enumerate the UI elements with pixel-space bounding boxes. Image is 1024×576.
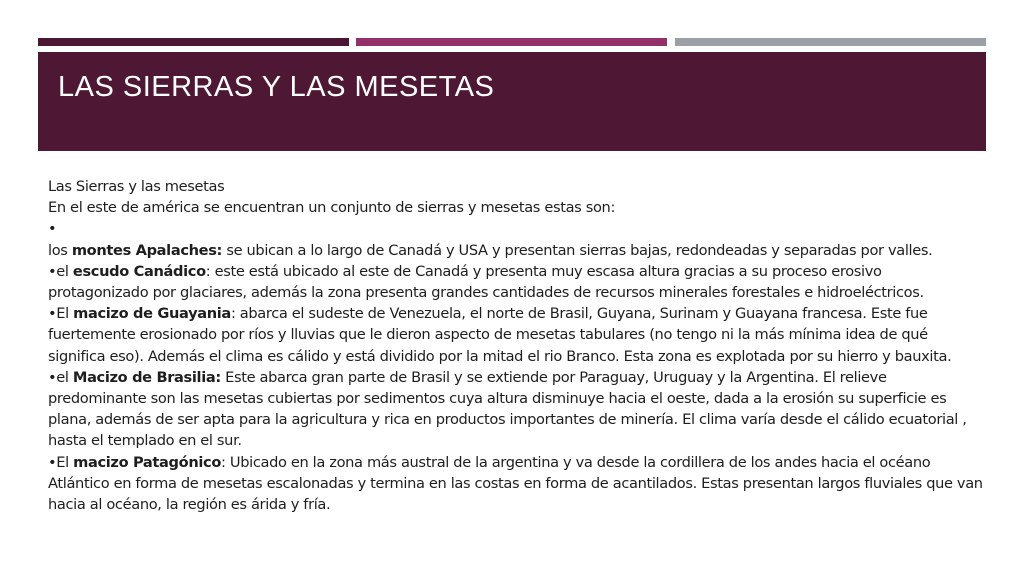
term-montes-apalaches: montes Apalaches:	[71, 241, 223, 259]
list-item-macizo-brasilia: •el Macizo de Brasilia: Este abarca gran parte de Brasil y se extiende por Paraguay, Uruguay y la Argentina. El relieve predominante son las mesetas cubiertas por sedimentos cuya altura disminuye hacia el oeste, dada a la erosión su superficie es plana, además de ser apta para la agricultura y rica en productos importantes de minería. El clima varía desde el cálido ecuatorial , hasta el templado en el sur.	[48, 368, 967, 450]
accent-bar-right	[675, 38, 986, 46]
list-item-apalaches: los montes Apalaches: se ubican a lo largo de Canadá y USA y presentan sierras bajas, redondeadas y separadas por valles.	[48, 241, 933, 259]
accent-bar-middle	[356, 38, 667, 46]
slide-body	[48, 176, 983, 515]
body-intro: En el este de américa se encuentran un conjunto de sierras y mesetas estas son:	[48, 199, 616, 217]
body-heading: Las Sierras y las mesetas	[48, 178, 225, 195]
list-item-macizo-patagonico: •El macizo Patagónico: Ubicado en la zona más austral de la argentina y va desde la cordillera de los andes hacia el océano Atlántico en forma de mesetas escalonadas y termina en las costas en forma de acantilados. Estas presentan largos fluviales que van hacia al océano, la región es árida y fría.	[48, 453, 983, 514]
term-macizo-patagonico: macizo Patagónico	[73, 453, 222, 471]
list-item-escudo-canadico: •el escudo Canádico: este está ubicado al este de Canadá y presenta muy escasa altura gracias a su proceso erosivo protagonizado por glaciares, además la zona presenta grandes cantidades de recursos minerales forestales e hidroeléctricos.	[48, 262, 924, 302]
term-macizo-guayania: macizo de Guayania	[73, 305, 231, 323]
bullet-marker: •	[48, 220, 57, 238]
slide-title: LAS SIERRAS Y LAS MESETAS	[58, 71, 495, 103]
term-escudo-canadico: escudo Canádico	[72, 262, 206, 280]
term-macizo-brasilia: Macizo de Brasilia:	[72, 368, 221, 386]
list-item-macizo-guayania: •El macizo de Guayania: abarca el sudeste de Venezuela, el norte de Brasil, Guyana, Surinam y Guayana francesa. Este fue fuertemente erosionado por ríos y lluvias que le dieron aspecto de mesetas tabulares (no tengo ni la más mínima idea de qué significa eso). Además el clima es cálido y está dividido por la mitad el rio Branco. Esta zona es explotada por su hierro y bauxita.	[48, 305, 952, 365]
accent-bar-left	[38, 38, 349, 46]
title-band	[38, 52, 986, 151]
